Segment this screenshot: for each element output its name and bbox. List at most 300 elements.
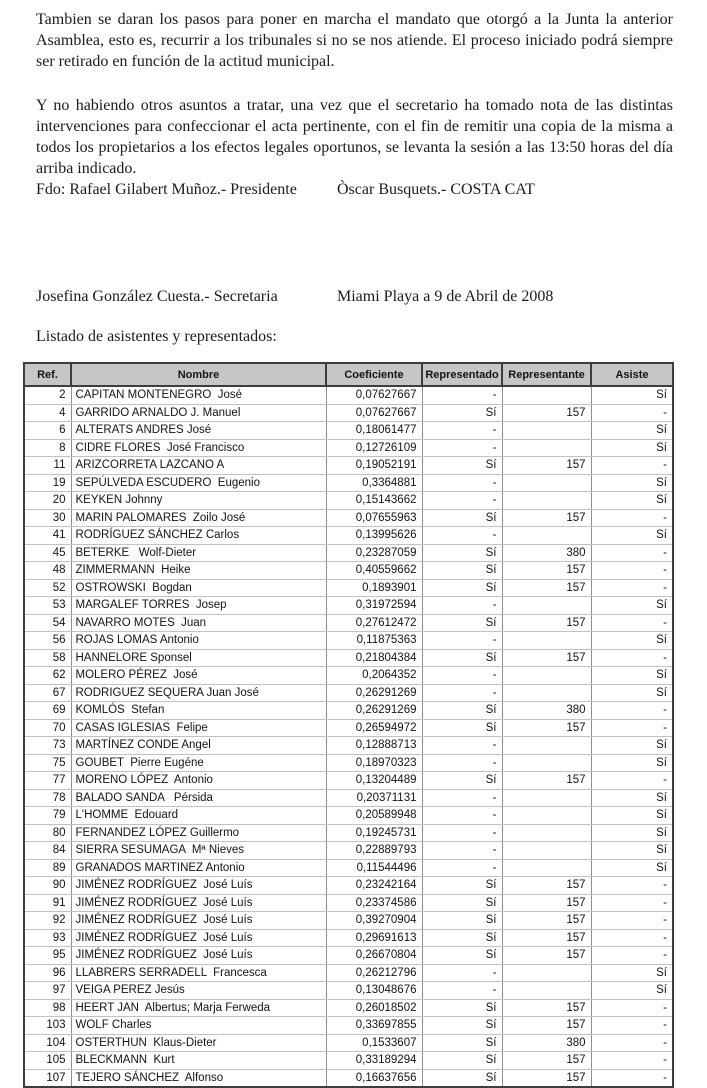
cell-coeficiente: 0,20589948 [326,807,422,825]
cell-representado: - [422,982,502,1000]
cell-representado: - [422,492,502,510]
cell-coeficiente: 0,11544496 [326,859,422,877]
cell-asiste: Sí [591,824,673,842]
cell-representado: Sí [422,404,502,422]
table-row [24,719,673,737]
cell-representado: Sí [422,947,502,965]
cell-representado: Sí [422,649,502,667]
cell-ref: 48 [24,562,71,580]
table-row [24,894,673,912]
cell-ref: 104 [24,1034,71,1052]
cell-coeficiente: 0,18061477 [326,422,422,440]
cell-asiste: Sí [591,684,673,702]
cell-representante [502,684,591,702]
cell-asiste: - [591,929,673,947]
cell-ref: 92 [24,912,71,930]
cell-representante [502,667,591,685]
cell-nombre: L'HOMME Edouard [71,807,326,825]
cell-nombre: CIDRE FLORES José Francisco [71,439,326,457]
place-date: Miami Playa a 9 de Abril de 2008 [337,288,554,305]
cell-nombre: HANNELORE Sponsel [71,649,326,667]
cell-ref: 11 [24,457,71,475]
table-row [24,474,673,492]
cell-representante: 157 [502,719,591,737]
table-row [24,597,673,615]
text-line: todos los propietarios a los efectos legales oportunos, se levanta la sesión a las 13:50 horas del día [36,139,673,156]
cell-coeficiente: 0,18970323 [326,754,422,772]
cell-ref: 90 [24,877,71,895]
table-row [24,859,673,877]
cell-ref: 105 [24,1052,71,1070]
cell-ref: 8 [24,439,71,457]
cell-nombre: OSTROWSKI Bogdan [71,579,326,597]
paragraph-mandate [36,9,673,72]
cell-ref: 53 [24,597,71,615]
cell-nombre: SEPÚLVEDA ESCUDERO Eugenio [71,474,326,492]
cell-asiste: Sí [591,474,673,492]
cell-asiste: Sí [591,789,673,807]
cell-representante: 157 [502,894,591,912]
cell-representado: - [422,474,502,492]
cell-coeficiente: 0,2064352 [326,667,422,685]
cell-nombre: SIERRA SESUMAGA Mª Nieves [71,842,326,860]
cell-representado: Sí [422,1069,502,1087]
cell-representante: 380 [502,702,591,720]
table-row [24,737,673,755]
secretary-signature: Josefina González Cuesta.- Secretaria [36,288,278,305]
cell-representante [502,789,591,807]
cell-asiste: Sí [591,754,673,772]
cell-representante [502,859,591,877]
cell-representante [502,842,591,860]
cell-coeficiente: 0,20371131 [326,789,422,807]
cell-representado: Sí [422,929,502,947]
header-asiste: Asiste [591,363,673,386]
cell-nombre: ZIMMERMANN Heike [71,562,326,580]
cell-ref: 4 [24,404,71,422]
cell-representante: 157 [502,912,591,930]
table-row [24,1069,673,1087]
cell-asiste: - [591,947,673,965]
cell-nombre: JIMÉNEZ RODRÍGUEZ José Luís [71,894,326,912]
cell-ref: 75 [24,754,71,772]
table-row [24,457,673,475]
cell-representado: - [422,807,502,825]
cell-asiste: - [591,614,673,632]
cell-asiste: Sí [591,859,673,877]
cell-nombre: RODRIGUEZ SEQUERA Juan José [71,684,326,702]
cell-representado: - [422,824,502,842]
cell-nombre: MOLERO PÉREZ José [71,667,326,685]
cell-representante: 157 [502,877,591,895]
cell-representado: - [422,842,502,860]
text-line: Y no habiendo otros asuntos a tratar, una vez que el secretario ha tomado nota de las distintas [36,97,673,114]
cell-ref: 95 [24,947,71,965]
list-title: Listado de asistentes y representados: [36,328,277,345]
cell-ref: 103 [24,1017,71,1035]
cell-coeficiente: 0,31972594 [326,597,422,615]
cell-ref: 97 [24,982,71,1000]
cell-representado: - [422,386,502,404]
paragraph-closing [36,95,673,200]
cell-representado: Sí [422,457,502,475]
cell-nombre: MARIN PALOMARES Zoilo José [71,509,326,527]
cell-ref: 78 [24,789,71,807]
cell-coeficiente: 0,11875363 [326,632,422,650]
cell-representado: Sí [422,702,502,720]
cell-ref: 2 [24,386,71,404]
cell-representado: Sí [422,894,502,912]
cell-representante: 157 [502,1052,591,1070]
cell-representante [502,754,591,772]
cell-asiste: Sí [591,527,673,545]
cell-representado: - [422,439,502,457]
cell-ref: 93 [24,929,71,947]
header-nombre: Nombre [71,363,326,386]
cell-ref: 52 [24,579,71,597]
cell-nombre: CAPITAN MONTENEGRO José [71,386,326,404]
cell-nombre: MARTÍNEZ CONDE Angel [71,737,326,755]
cell-ref: 107 [24,1069,71,1087]
cell-asiste: - [591,1034,673,1052]
cell-coeficiente: 0,07655963 [326,509,422,527]
attendees-table-body [24,386,673,1087]
cell-coeficiente: 0,27612472 [326,614,422,632]
cell-ref: 67 [24,684,71,702]
president-signature: Fdo: Rafael Gilabert Muñoz.- Presidente [36,181,297,198]
cell-nombre: BALADO SANDA Pérsida [71,789,326,807]
table-row [24,982,673,1000]
cell-asiste: Sí [591,842,673,860]
cell-coeficiente: 0,23374586 [326,894,422,912]
cell-nombre: HEERT JAN Albertus; Marja Ferweda [71,999,326,1017]
cell-nombre: JIMÉNEZ RODRÍGUEZ José Luís [71,947,326,965]
table-row [24,632,673,650]
cell-representado: - [422,597,502,615]
table-row [24,579,673,597]
cell-representante: 380 [502,1034,591,1052]
cell-representado: Sí [422,614,502,632]
cell-representado: Sí [422,1034,502,1052]
cell-representado: Sí [422,877,502,895]
cell-ref: 89 [24,859,71,877]
cell-representado: - [422,632,502,650]
cell-representado: Sí [422,509,502,527]
table-row [24,999,673,1017]
text-line: Asamblea, esto es, recurrir a los tribunales si no se nos atiende. El proceso iniciado podrá siempre [36,32,673,49]
cell-asiste: Sí [591,632,673,650]
table-row [24,544,673,562]
cell-coeficiente: 0,26018502 [326,999,422,1017]
cell-coeficiente: 0,23287059 [326,544,422,562]
text-line: Tambien se daran los pasos para poner en marcha el mandato que otorgó a la Junta la anterior [36,11,673,28]
cell-coeficiente: 0,26670804 [326,947,422,965]
table-row [24,1034,673,1052]
table-row [24,702,673,720]
cell-asiste: Sí [591,439,673,457]
cell-asiste: - [591,1052,673,1070]
table-row [24,404,673,422]
attendees-table [23,362,674,1088]
cell-coeficiente: 0,1893901 [326,579,422,597]
cell-representante: 157 [502,947,591,965]
cell-representado: - [422,667,502,685]
cell-coeficiente: 0,26594972 [326,719,422,737]
cell-ref: 91 [24,894,71,912]
header-ref: Ref. [24,363,71,386]
cell-coeficiente: 0,26291269 [326,702,422,720]
cell-nombre: LLABRERS SERRADELL Francesca [71,964,326,982]
cell-asiste: Sí [591,492,673,510]
cell-nombre: ALTERATS ANDRES José [71,422,326,440]
cell-representante: 157 [502,999,591,1017]
secretary-date-line [36,286,673,307]
cell-ref: 41 [24,527,71,545]
table-row [24,649,673,667]
cell-representante [502,632,591,650]
cell-representante [502,439,591,457]
minutes-text [36,9,673,200]
table-row [24,877,673,895]
cell-asiste: Sí [591,386,673,404]
cell-ref: 80 [24,824,71,842]
cell-ref: 6 [24,422,71,440]
table-row [24,964,673,982]
cell-representado: - [422,422,502,440]
cell-coeficiente: 0,13204489 [326,772,422,790]
cell-coeficiente: 0,12888713 [326,737,422,755]
table-row [24,947,673,965]
cell-representado: Sí [422,772,502,790]
cell-nombre: MARGALEF TORRES Josep [71,597,326,615]
table-row [24,562,673,580]
cell-representante: 157 [502,772,591,790]
cell-representado: - [422,859,502,877]
header-representado: Representado [422,363,502,386]
cell-representante: 157 [502,1069,591,1087]
cell-asiste: - [591,877,673,895]
cell-coeficiente: 0,40559662 [326,562,422,580]
table-row [24,912,673,930]
cell-representante: 157 [502,509,591,527]
cell-asiste: - [591,772,673,790]
cell-representante [502,386,591,404]
cell-ref: 45 [24,544,71,562]
cell-asiste: - [591,1069,673,1087]
cell-asiste: - [591,544,673,562]
cell-representante: 157 [502,649,591,667]
cell-coeficiente: 0,19245731 [326,824,422,842]
table-row [24,386,673,404]
cell-representado: Sí [422,562,502,580]
cell-nombre: JIMÉNEZ RODRÍGUEZ José Luís [71,877,326,895]
header-coeficiente: Coeficiente [326,363,422,386]
cell-ref: 54 [24,614,71,632]
cell-representante [502,527,591,545]
cell-representado: Sí [422,912,502,930]
text-line: ser retirado en función de la actitud municipal. [36,53,335,70]
cell-ref: 62 [24,667,71,685]
table-row [24,1052,673,1070]
cell-nombre: TEJERO SÁNCHEZ Alfonso [71,1069,326,1087]
cell-nombre: CASAS IGLESIAS Felipe [71,719,326,737]
cell-nombre: ROJAS LOMAS Antonio [71,632,326,650]
cell-coeficiente: 0,33697855 [326,1017,422,1035]
cell-representante: 157 [502,404,591,422]
cell-asiste: Sí [591,807,673,825]
administrator-signature: Òscar Busquets.- COSTA CAT [337,181,535,198]
cell-asiste: - [591,894,673,912]
cell-ref: 69 [24,702,71,720]
cell-nombre: GRANADOS MARTINEZ Antonio [71,859,326,877]
cell-asiste: - [591,404,673,422]
cell-ref: 77 [24,772,71,790]
cell-nombre: KEYKEN Johnny [71,492,326,510]
cell-asiste: - [591,579,673,597]
cell-nombre: JIMÉNEZ RODRÍGUEZ José Luís [71,929,326,947]
table-row [24,527,673,545]
cell-nombre: ARIZCORRETA LAZCANO A [71,457,326,475]
cell-coeficiente: 0,15143662 [326,492,422,510]
table-row [24,807,673,825]
cell-representado: Sí [422,1017,502,1035]
text-line: intervenciones para confeccionar el acta pertinente, con el fin de remitir una copia de la misma a [36,118,673,135]
cell-asiste: - [591,509,673,527]
cell-representante [502,824,591,842]
table-row [24,1017,673,1035]
cell-coeficiente: 0,1533607 [326,1034,422,1052]
cell-asiste: Sí [591,597,673,615]
cell-asiste: - [591,719,673,737]
table-row [24,754,673,772]
cell-nombre: BETERKE Wolf-Dieter [71,544,326,562]
cell-representante [502,982,591,1000]
cell-representado: - [422,527,502,545]
cell-representante [502,964,591,982]
cell-asiste: - [591,457,673,475]
cell-asiste: - [591,649,673,667]
cell-asiste: - [591,562,673,580]
cell-asiste: Sí [591,964,673,982]
cell-representante: 157 [502,929,591,947]
cell-representado: Sí [422,544,502,562]
cell-ref: 79 [24,807,71,825]
cell-ref: 20 [24,492,71,510]
cell-coeficiente: 0,26291269 [326,684,422,702]
table-row [24,842,673,860]
cell-representante [502,737,591,755]
cell-coeficiente: 0,13995626 [326,527,422,545]
cell-ref: 70 [24,719,71,737]
table-row [24,439,673,457]
cell-asiste: Sí [591,422,673,440]
table-row [24,789,673,807]
cell-ref: 96 [24,964,71,982]
cell-ref: 30 [24,509,71,527]
table-row [24,509,673,527]
cell-coeficiente: 0,12726109 [326,439,422,457]
cell-asiste: - [591,702,673,720]
cell-ref: 98 [24,999,71,1017]
cell-representante [502,807,591,825]
cell-representante [502,422,591,440]
cell-representado: - [422,754,502,772]
cell-representado: Sí [422,1052,502,1070]
cell-coeficiente: 0,39270904 [326,912,422,930]
cell-representante: 157 [502,614,591,632]
table-row [24,824,673,842]
cell-nombre: JIMÉNEZ RODRÍGUEZ José Luís [71,912,326,930]
cell-representante [502,474,591,492]
header-row [24,363,673,386]
cell-nombre: NAVARRO MOTES Juan [71,614,326,632]
cell-nombre: BLECKMANN Kurt [71,1052,326,1070]
cell-representante: 157 [502,457,591,475]
table-row [24,667,673,685]
cell-coeficiente: 0,21804384 [326,649,422,667]
cell-asiste: Sí [591,982,673,1000]
cell-coeficiente: 0,23242164 [326,877,422,895]
text-line: arriba indicado. [36,160,137,177]
cell-ref: 84 [24,842,71,860]
cell-nombre: GOUBET Pierre Eugéne [71,754,326,772]
table-row [24,929,673,947]
cell-representado: Sí [422,719,502,737]
cell-representado: - [422,737,502,755]
table-row [24,614,673,632]
cell-representado: - [422,684,502,702]
cell-ref: 73 [24,737,71,755]
cell-asiste: - [591,912,673,930]
cell-representado: Sí [422,999,502,1017]
cell-representante: 157 [502,1017,591,1035]
cell-nombre: VEIGA PEREZ Jesús [71,982,326,1000]
cell-asiste: - [591,999,673,1017]
cell-coeficiente: 0,3364881 [326,474,422,492]
cell-asiste: - [591,1017,673,1035]
cell-representado: Sí [422,579,502,597]
cell-coeficiente: 0,16637656 [326,1069,422,1087]
cell-asiste: Sí [591,737,673,755]
cell-coeficiente: 0,19052191 [326,457,422,475]
signature-line [36,179,673,200]
cell-asiste: Sí [591,667,673,685]
table-row [24,684,673,702]
cell-nombre: FERNANDEZ LÓPEZ Guillermo [71,824,326,842]
cell-representante: 157 [502,579,591,597]
cell-coeficiente: 0,29691613 [326,929,422,947]
cell-coeficiente: 0,33189294 [326,1052,422,1070]
table-row [24,422,673,440]
cell-nombre: MORENO LÓPEZ Antonio [71,772,326,790]
cell-coeficiente: 0,13048676 [326,982,422,1000]
cell-representante: 157 [502,562,591,580]
header-representante: Representante [502,363,591,386]
cell-coeficiente: 0,26212796 [326,964,422,982]
table-row [24,772,673,790]
cell-ref: 58 [24,649,71,667]
cell-ref: 56 [24,632,71,650]
cell-representante: 380 [502,544,591,562]
cell-representado: - [422,789,502,807]
cell-nombre: KOMLÓS Stefan [71,702,326,720]
cell-coeficiente: 0,07627667 [326,404,422,422]
cell-nombre: RODRÍGUEZ SÁNCHEZ Carlos [71,527,326,545]
cell-nombre: GARRIDO ARNALDO J. Manuel [71,404,326,422]
cell-coeficiente: 0,22889793 [326,842,422,860]
cell-ref: 19 [24,474,71,492]
cell-representante [502,597,591,615]
